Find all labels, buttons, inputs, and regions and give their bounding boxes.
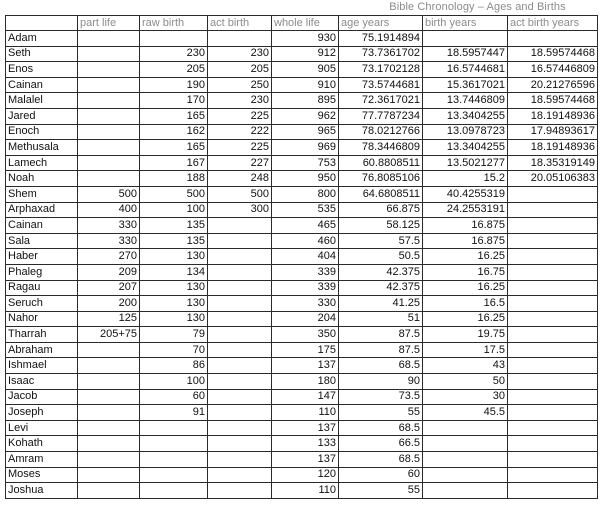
part-life-cell	[78, 342, 140, 358]
part-life-cell	[78, 420, 140, 436]
act-birth-years-cell: 18.19148936	[508, 108, 598, 124]
birth-years-cell: 13.5021277	[423, 155, 508, 171]
act-birth-cell: 230	[208, 93, 272, 109]
person-name-cell: Cainan	[6, 218, 78, 234]
age-years-cell: 42.375	[339, 280, 423, 296]
table-row	[6, 296, 598, 312]
raw-birth-cell	[140, 436, 208, 452]
part-life-cell: 400	[78, 202, 140, 218]
person-name-cell: Methusala	[6, 140, 78, 156]
age-years-cell: 57.5	[339, 233, 423, 249]
raw-birth-cell: 188	[140, 171, 208, 187]
table-row	[6, 311, 598, 327]
table-row	[6, 405, 598, 421]
table-row	[6, 280, 598, 296]
age-years-cell: 55	[339, 405, 423, 421]
table-row	[6, 420, 598, 436]
column-header: birth years	[423, 16, 508, 31]
part-life-cell: 200	[78, 296, 140, 312]
part-life-cell	[78, 452, 140, 468]
act-birth-cell	[208, 264, 272, 280]
act-birth-years-cell	[508, 358, 598, 374]
person-name-cell: Levi	[6, 420, 78, 436]
part-life-cell	[78, 436, 140, 452]
column-header: whole life	[272, 16, 339, 31]
act-birth-years-cell	[508, 218, 598, 234]
act-birth-years-cell	[508, 249, 598, 265]
person-name-cell: Jacob	[6, 389, 78, 405]
person-name-cell: Sala	[6, 233, 78, 249]
age-years-cell: 64.6808511	[339, 186, 423, 202]
act-birth-cell: 250	[208, 77, 272, 93]
part-life-cell: 209	[78, 264, 140, 280]
age-years-cell: 55	[339, 483, 423, 499]
table-row	[6, 140, 598, 156]
raw-birth-cell: 79	[140, 327, 208, 343]
table-row	[6, 389, 598, 405]
part-life-cell	[78, 467, 140, 483]
whole-life-cell: 930	[272, 31, 339, 47]
part-life-cell	[78, 389, 140, 405]
whole-life-cell: 910	[272, 77, 339, 93]
birth-years-cell: 16.5744681	[423, 62, 508, 78]
table-row	[6, 327, 598, 343]
person-name-cell: Phaleg	[6, 264, 78, 280]
table-row	[6, 93, 598, 109]
act-birth-years-cell	[508, 452, 598, 468]
age-years-cell: 50.5	[339, 249, 423, 265]
age-years-cell: 60	[339, 467, 423, 483]
whole-life-cell: 465	[272, 218, 339, 234]
act-birth-cell	[208, 358, 272, 374]
raw-birth-cell: 162	[140, 124, 208, 140]
person-name-cell: Moses	[6, 467, 78, 483]
part-life-cell: 125	[78, 311, 140, 327]
raw-birth-cell: 91	[140, 405, 208, 421]
raw-birth-cell: 100	[140, 374, 208, 390]
whole-life-cell: 137	[272, 452, 339, 468]
birth-years-cell: 19.75	[423, 327, 508, 343]
act-birth-years-cell	[508, 264, 598, 280]
table-row	[6, 77, 598, 93]
act-birth-years-cell	[508, 467, 598, 483]
part-life-cell	[78, 155, 140, 171]
whole-life-cell: 110	[272, 483, 339, 499]
act-birth-cell: 222	[208, 124, 272, 140]
act-birth-cell	[208, 342, 272, 358]
whole-life-cell: 110	[272, 405, 339, 421]
person-name-cell: Seth	[6, 46, 78, 62]
age-years-cell: 73.5	[339, 389, 423, 405]
person-name-cell: Arphaxad	[6, 202, 78, 218]
act-birth-cell: 227	[208, 155, 272, 171]
raw-birth-cell	[140, 467, 208, 483]
act-birth-cell	[208, 296, 272, 312]
act-birth-years-cell: 20.05106383	[508, 171, 598, 187]
raw-birth-cell: 167	[140, 155, 208, 171]
whole-life-cell: 204	[272, 311, 339, 327]
table-row	[6, 233, 598, 249]
age-years-cell: 68.5	[339, 358, 423, 374]
part-life-cell	[78, 93, 140, 109]
birth-years-cell: 43	[423, 358, 508, 374]
age-years-cell: 51	[339, 311, 423, 327]
person-name-cell: Shem	[6, 186, 78, 202]
table-row	[6, 155, 598, 171]
act-birth-cell	[208, 327, 272, 343]
birth-years-cell	[423, 31, 508, 47]
raw-birth-cell: 135	[140, 233, 208, 249]
raw-birth-cell: 170	[140, 93, 208, 109]
act-birth-cell	[208, 249, 272, 265]
whole-life-cell: 962	[272, 108, 339, 124]
act-birth-years-cell: 20.21276596	[508, 77, 598, 93]
act-birth-years-cell	[508, 202, 598, 218]
whole-life-cell: 460	[272, 233, 339, 249]
raw-birth-cell	[140, 452, 208, 468]
table-row	[6, 436, 598, 452]
raw-birth-cell: 100	[140, 202, 208, 218]
birth-years-cell: 24.2553191	[423, 202, 508, 218]
age-years-cell: 73.7361702	[339, 46, 423, 62]
birth-years-cell: 17.5	[423, 342, 508, 358]
act-birth-cell: 248	[208, 171, 272, 187]
raw-birth-cell: 165	[140, 108, 208, 124]
act-birth-years-cell	[508, 296, 598, 312]
act-birth-years-cell: 18.59574468	[508, 46, 598, 62]
birth-years-cell: 45.5	[423, 405, 508, 421]
birth-years-cell	[423, 483, 508, 499]
birth-years-cell: 13.3404255	[423, 140, 508, 156]
raw-birth-cell: 190	[140, 77, 208, 93]
act-birth-cell	[208, 31, 272, 47]
age-years-cell: 77.7787234	[339, 108, 423, 124]
birth-years-cell: 16.25	[423, 280, 508, 296]
person-name-cell: Jared	[6, 108, 78, 124]
whole-life-cell: 180	[272, 374, 339, 390]
act-birth-years-cell: 18.19148936	[508, 140, 598, 156]
act-birth-cell	[208, 233, 272, 249]
act-birth-cell	[208, 374, 272, 390]
birth-years-cell: 13.3404255	[423, 108, 508, 124]
chronology-table	[5, 15, 598, 499]
raw-birth-cell: 205	[140, 62, 208, 78]
part-life-cell: 207	[78, 280, 140, 296]
table-row	[6, 171, 598, 187]
person-name-cell: Joshua	[6, 483, 78, 499]
birth-years-cell: 18.5957447	[423, 46, 508, 62]
whole-life-cell: 905	[272, 62, 339, 78]
table-row	[6, 452, 598, 468]
part-life-cell	[78, 374, 140, 390]
act-birth-cell	[208, 405, 272, 421]
raw-birth-cell	[140, 31, 208, 47]
age-years-cell: 60.8808511	[339, 155, 423, 171]
column-header: part life	[78, 16, 140, 31]
age-years-cell: 73.5744681	[339, 77, 423, 93]
act-birth-cell	[208, 467, 272, 483]
birth-years-cell	[423, 436, 508, 452]
birth-years-cell: 15.2	[423, 171, 508, 187]
birth-years-cell: 40.4255319	[423, 186, 508, 202]
act-birth-years-cell: 17.94893617	[508, 124, 598, 140]
table-row	[6, 186, 598, 202]
raw-birth-cell: 70	[140, 342, 208, 358]
birth-years-cell: 16.75	[423, 264, 508, 280]
birth-years-cell	[423, 452, 508, 468]
act-birth-years-cell	[508, 327, 598, 343]
table-row	[6, 46, 598, 62]
table-row	[6, 249, 598, 265]
person-name-cell: Ishmael	[6, 358, 78, 374]
age-years-cell: 90	[339, 374, 423, 390]
act-birth-cell	[208, 311, 272, 327]
act-birth-years-cell	[508, 389, 598, 405]
part-life-cell	[78, 62, 140, 78]
whole-life-cell: 339	[272, 280, 339, 296]
whole-life-cell: 800	[272, 186, 339, 202]
birth-years-cell: 30	[423, 389, 508, 405]
person-name-cell: Amram	[6, 452, 78, 468]
person-name-cell: Cainan	[6, 77, 78, 93]
act-birth-years-cell	[508, 31, 598, 47]
whole-life-cell: 350	[272, 327, 339, 343]
age-years-cell: 87.5	[339, 342, 423, 358]
raw-birth-cell: 165	[140, 140, 208, 156]
whole-life-cell: 404	[272, 249, 339, 265]
person-name-cell: Noah	[6, 171, 78, 187]
age-years-cell: 75.1914894	[339, 31, 423, 47]
whole-life-cell: 175	[272, 342, 339, 358]
raw-birth-cell: 500	[140, 186, 208, 202]
person-name-cell: Enoch	[6, 124, 78, 140]
header-row	[6, 16, 598, 31]
person-name-cell: Tharrah	[6, 327, 78, 343]
table-row	[6, 31, 598, 47]
act-birth-years-cell	[508, 342, 598, 358]
whole-life-cell: 535	[272, 202, 339, 218]
act-birth-years-cell	[508, 374, 598, 390]
raw-birth-cell: 130	[140, 249, 208, 265]
part-life-cell	[78, 405, 140, 421]
age-years-cell: 41.25	[339, 296, 423, 312]
person-name-cell: Haber	[6, 249, 78, 265]
act-birth-cell	[208, 389, 272, 405]
act-birth-years-cell	[508, 436, 598, 452]
part-life-cell	[78, 108, 140, 124]
part-life-cell: 205+75	[78, 327, 140, 343]
table-row	[6, 218, 598, 234]
act-birth-years-cell: 18.35319149	[508, 155, 598, 171]
table-body	[6, 31, 598, 499]
act-birth-cell	[208, 436, 272, 452]
act-birth-cell: 500	[208, 186, 272, 202]
raw-birth-cell: 86	[140, 358, 208, 374]
age-years-cell: 73.1702128	[339, 62, 423, 78]
birth-years-cell: 16.875	[423, 218, 508, 234]
raw-birth-cell: 130	[140, 311, 208, 327]
column-header: age years	[339, 16, 423, 31]
whole-life-cell: 969	[272, 140, 339, 156]
age-years-cell: 42.375	[339, 264, 423, 280]
act-birth-cell	[208, 280, 272, 296]
person-name-cell: Joseph	[6, 405, 78, 421]
raw-birth-cell: 130	[140, 296, 208, 312]
whole-life-cell: 912	[272, 46, 339, 62]
whole-life-cell: 330	[272, 296, 339, 312]
act-birth-cell	[208, 452, 272, 468]
table-row	[6, 358, 598, 374]
act-birth-years-cell	[508, 405, 598, 421]
age-years-cell: 58.125	[339, 218, 423, 234]
whole-life-cell: 950	[272, 171, 339, 187]
act-birth-cell	[208, 483, 272, 499]
person-name-cell: Abraham	[6, 342, 78, 358]
whole-life-cell: 147	[272, 389, 339, 405]
person-name-cell: Isaac	[6, 374, 78, 390]
raw-birth-cell: 135	[140, 218, 208, 234]
whole-life-cell: 133	[272, 436, 339, 452]
column-header: raw birth	[140, 16, 208, 31]
person-name-cell: Nahor	[6, 311, 78, 327]
whole-life-cell: 753	[272, 155, 339, 171]
whole-life-cell: 895	[272, 93, 339, 109]
whole-life-cell: 137	[272, 358, 339, 374]
act-birth-years-cell	[508, 420, 598, 436]
table-row	[6, 108, 598, 124]
table-row	[6, 342, 598, 358]
part-life-cell	[78, 171, 140, 187]
act-birth-years-cell	[508, 483, 598, 499]
birth-years-cell	[423, 420, 508, 436]
act-birth-cell: 230	[208, 46, 272, 62]
act-birth-years-cell: 18.59574468	[508, 93, 598, 109]
table-row	[6, 264, 598, 280]
birth-years-cell: 16.25	[423, 249, 508, 265]
part-life-cell	[78, 46, 140, 62]
part-life-cell	[78, 483, 140, 499]
table-row	[6, 124, 598, 140]
person-name-cell: Seruch	[6, 296, 78, 312]
part-life-cell	[78, 140, 140, 156]
whole-life-cell: 339	[272, 264, 339, 280]
act-birth-years-cell	[508, 311, 598, 327]
act-birth-cell: 225	[208, 108, 272, 124]
act-birth-cell: 205	[208, 62, 272, 78]
part-life-cell: 500	[78, 186, 140, 202]
act-birth-years-cell: 16.57446809	[508, 62, 598, 78]
part-life-cell	[78, 31, 140, 47]
part-life-cell	[78, 124, 140, 140]
birth-years-cell: 13.7446809	[423, 93, 508, 109]
person-name-cell: Lamech	[6, 155, 78, 171]
column-header	[6, 16, 78, 31]
person-name-cell: Kohath	[6, 436, 78, 452]
age-years-cell: 78.0212766	[339, 124, 423, 140]
birth-years-cell: 16.5	[423, 296, 508, 312]
birth-years-cell: 16.875	[423, 233, 508, 249]
sheet-title: Bible Chronology – Ages and Births	[389, 1, 566, 13]
act-birth-cell	[208, 218, 272, 234]
act-birth-years-cell	[508, 280, 598, 296]
act-birth-years-cell	[508, 186, 598, 202]
birth-years-cell: 15.3617021	[423, 77, 508, 93]
table-row	[6, 374, 598, 390]
act-birth-cell	[208, 420, 272, 436]
age-years-cell: 68.5	[339, 420, 423, 436]
age-years-cell: 78.3446809	[339, 140, 423, 156]
age-years-cell: 72.3617021	[339, 93, 423, 109]
person-name-cell: Enos	[6, 62, 78, 78]
person-name-cell: Malalel	[6, 93, 78, 109]
part-life-cell: 270	[78, 249, 140, 265]
age-years-cell: 87.5	[339, 327, 423, 343]
whole-life-cell: 120	[272, 467, 339, 483]
birth-years-cell: 50	[423, 374, 508, 390]
part-life-cell: 330	[78, 233, 140, 249]
table-row	[6, 467, 598, 483]
column-header: act birth	[208, 16, 272, 31]
part-life-cell	[78, 358, 140, 374]
whole-life-cell: 137	[272, 420, 339, 436]
birth-years-cell: 16.25	[423, 311, 508, 327]
part-life-cell	[78, 77, 140, 93]
table-row	[6, 62, 598, 78]
act-birth-cell: 300	[208, 202, 272, 218]
table-row	[6, 202, 598, 218]
raw-birth-cell: 60	[140, 389, 208, 405]
raw-birth-cell	[140, 483, 208, 499]
column-header: act birth years	[508, 16, 598, 31]
birth-years-cell	[423, 467, 508, 483]
raw-birth-cell	[140, 420, 208, 436]
whole-life-cell: 965	[272, 124, 339, 140]
person-name-cell: Ragau	[6, 280, 78, 296]
part-life-cell: 330	[78, 218, 140, 234]
act-birth-cell: 225	[208, 140, 272, 156]
raw-birth-cell: 134	[140, 264, 208, 280]
act-birth-years-cell	[508, 233, 598, 249]
table-row	[6, 483, 598, 499]
raw-birth-cell: 130	[140, 280, 208, 296]
raw-birth-cell: 230	[140, 46, 208, 62]
age-years-cell: 76.8085106	[339, 171, 423, 187]
age-years-cell: 68.5	[339, 452, 423, 468]
age-years-cell: 66.875	[339, 202, 423, 218]
birth-years-cell: 13.0978723	[423, 124, 508, 140]
person-name-cell: Adam	[6, 31, 78, 47]
age-years-cell: 66.5	[339, 436, 423, 452]
